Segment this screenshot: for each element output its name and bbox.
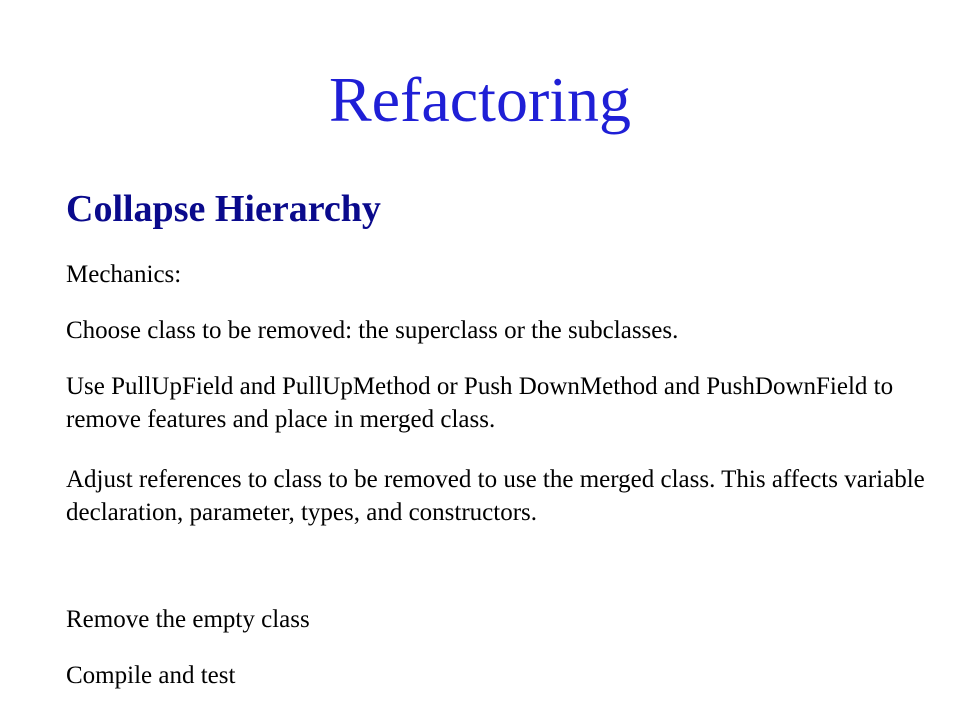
- step-adjust-references: Adjust references to class to be removed to use the merged class. This affects variable declaration, parameter, types, and constructors.: [66, 466, 925, 526]
- step-remove-empty-class: Remove the empty class: [66, 606, 310, 633]
- slide-subtitle: Collapse Hierarchy: [66, 188, 381, 230]
- step-move-features: Use PullUpField and PullUpMethod or Push DownMethod and PushDownField to remove features and place in merged class.: [66, 373, 894, 433]
- step-choose-class: Choose class to be removed: the superclass or the subclasses.: [66, 317, 679, 344]
- mechanics-label: Mechanics:: [66, 261, 182, 288]
- slide-title: Refactoring: [328, 64, 632, 135]
- step-compile-test: Compile and test: [66, 662, 236, 689]
